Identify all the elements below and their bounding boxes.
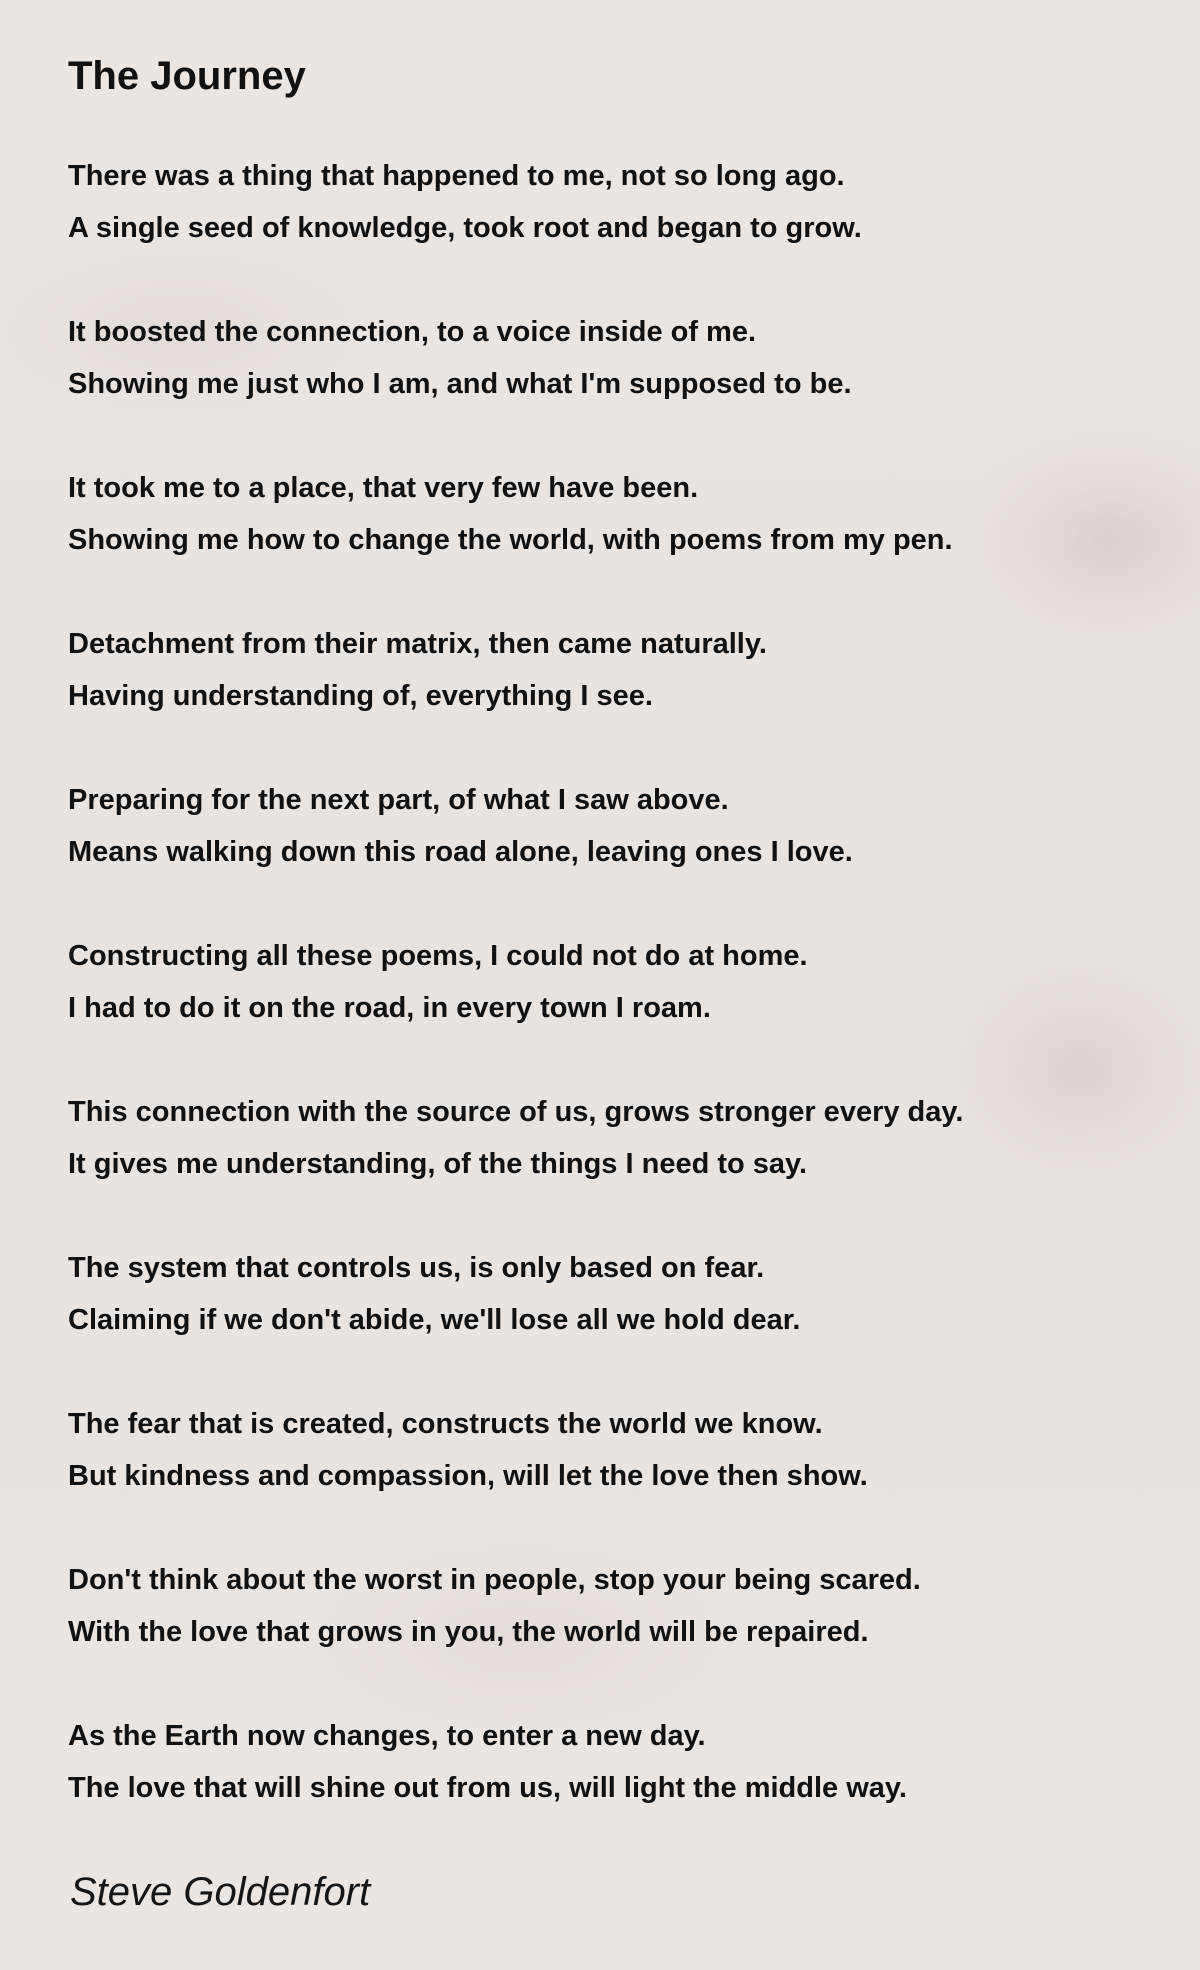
- poem-body: [68, 150, 1168, 1866]
- poem-title: The Journey: [68, 54, 306, 98]
- stanza: [68, 1710, 1168, 1814]
- poem-line: I had to do it on the road, in every town I roam.: [68, 992, 711, 1024]
- stanza: [68, 462, 1168, 566]
- poem-line: It took me to a place, that very few have been.: [68, 472, 699, 504]
- poem-line: There was a thing that happened to me, not so long ago.: [68, 160, 845, 192]
- poem-line: This connection with the source of us, grows stronger every day.: [68, 1096, 964, 1128]
- poem-line: A single seed of knowledge, took root and began to grow.: [68, 212, 862, 244]
- poem-line: Don't think about the worst in people, stop your being scared.: [68, 1564, 921, 1596]
- stanza: [68, 1086, 1168, 1190]
- stanza: [68, 1242, 1168, 1346]
- poem-line: Having understanding of, everything I see.: [68, 680, 653, 712]
- poem-line: As the Earth now changes, to enter a new day.: [68, 1720, 706, 1752]
- poem-line: Showing me just who I am, and what I'm supposed to be.: [68, 368, 852, 400]
- poem-line: Showing me how to change the world, with poems from my pen.: [68, 524, 953, 556]
- poem-line: The love that will shine out from us, will light the middle way.: [68, 1772, 907, 1804]
- stanza: [68, 1398, 1168, 1502]
- poem-line: Detachment from their matrix, then came naturally.: [68, 628, 767, 660]
- poem-line: Preparing for the next part, of what I saw above.: [68, 784, 729, 816]
- author-signature: Steve Goldenfort: [70, 1870, 371, 1914]
- poem-line: The system that controls us, is only based on fear.: [68, 1252, 765, 1284]
- poem-line: With the love that grows in you, the world will be repaired.: [68, 1616, 869, 1648]
- poem-line: But kindness and compassion, will let the love then show.: [68, 1460, 868, 1492]
- poem-line: Means walking down this road alone, leaving ones I love.: [68, 836, 853, 868]
- stanza: [68, 618, 1168, 722]
- poem-line: It boosted the connection, to a voice inside of me.: [68, 316, 757, 348]
- stanza: [68, 306, 1168, 410]
- poem-line: Constructing all these poems, I could not do at home.: [68, 940, 808, 972]
- poem-line: The fear that is created, constructs the world we know.: [68, 1408, 823, 1440]
- stanza: [68, 1554, 1168, 1658]
- stanza: [68, 930, 1168, 1034]
- stanza: [68, 774, 1168, 878]
- poem-line: Claiming if we don't abide, we'll lose all we hold dear.: [68, 1304, 801, 1336]
- stanza: [68, 150, 1168, 254]
- poem-line: It gives me understanding, of the things I need to say.: [68, 1148, 808, 1180]
